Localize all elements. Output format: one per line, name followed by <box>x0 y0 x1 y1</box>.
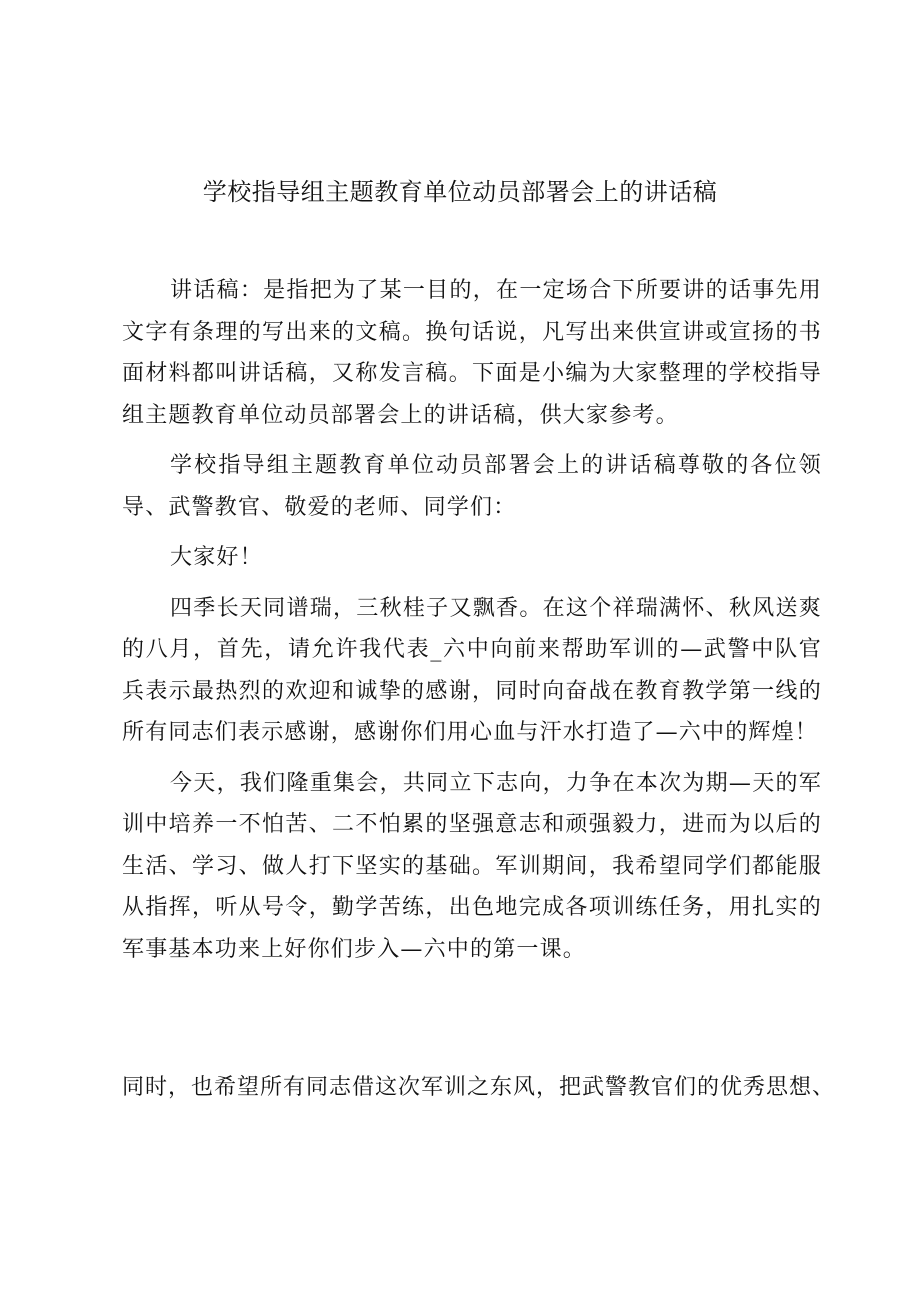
paragraph-intro: 讲话稿：是指把为了某一目的，在一定场合下所要讲的话事先用文字有条理的写出来的文稿。换句话说，凡写出来供宣讲或宣扬的书面材料都叫讲话稿，又称发言稿。下面是小编为大家整理的学校指导组主题教育单位动员部署会上的讲话稿，供大家参考。 <box>122 278 822 428</box>
document-body <box>122 270 822 970</box>
paragraph-training: 今天，我们隆重集会，共同立下志向，力争在本次为期—天的军训中培养一不怕苦、二不怕累的坚强意志和顽强毅力，进而为以后的生活、学习、做人打下坚实的基础。军训期间，我希望同学们都能服从指挥，听从号令，勤学苦练，出色地完成各项训练任务，用扎实的军事基本功来上好你们步入—六中的第一课。 <box>122 770 822 962</box>
document-title: 学校指导组主题教育单位动员部署会上的讲话稿 <box>202 178 718 206</box>
paragraph-welcome: 四季长天同谱瑞，三秋桂子又飘香。在这个祥瑞满怀、秋风送爽的八月，首先，请允许我代表_六中向前来帮助军训的—武警中队官兵表示最热烈的欢迎和诚挚的感谢，同时向奋战在教育教学第一线的所有同志们表示感谢，感谢你们用心血与汗水打造了—六中的辉煌！ <box>122 595 822 745</box>
paragraph-closing-line: 同时，也希望所有同志借这次军训之东风，把武警教官们的优秀思想、 <box>122 1075 836 1100</box>
paragraph-salutation: 学校指导组主题教育单位动员部署会上的讲话稿尊敬的各位领导、武警教官、敬爱的老师、同学们： <box>122 453 822 520</box>
paragraph-greeting: 大家好！ <box>170 545 263 570</box>
